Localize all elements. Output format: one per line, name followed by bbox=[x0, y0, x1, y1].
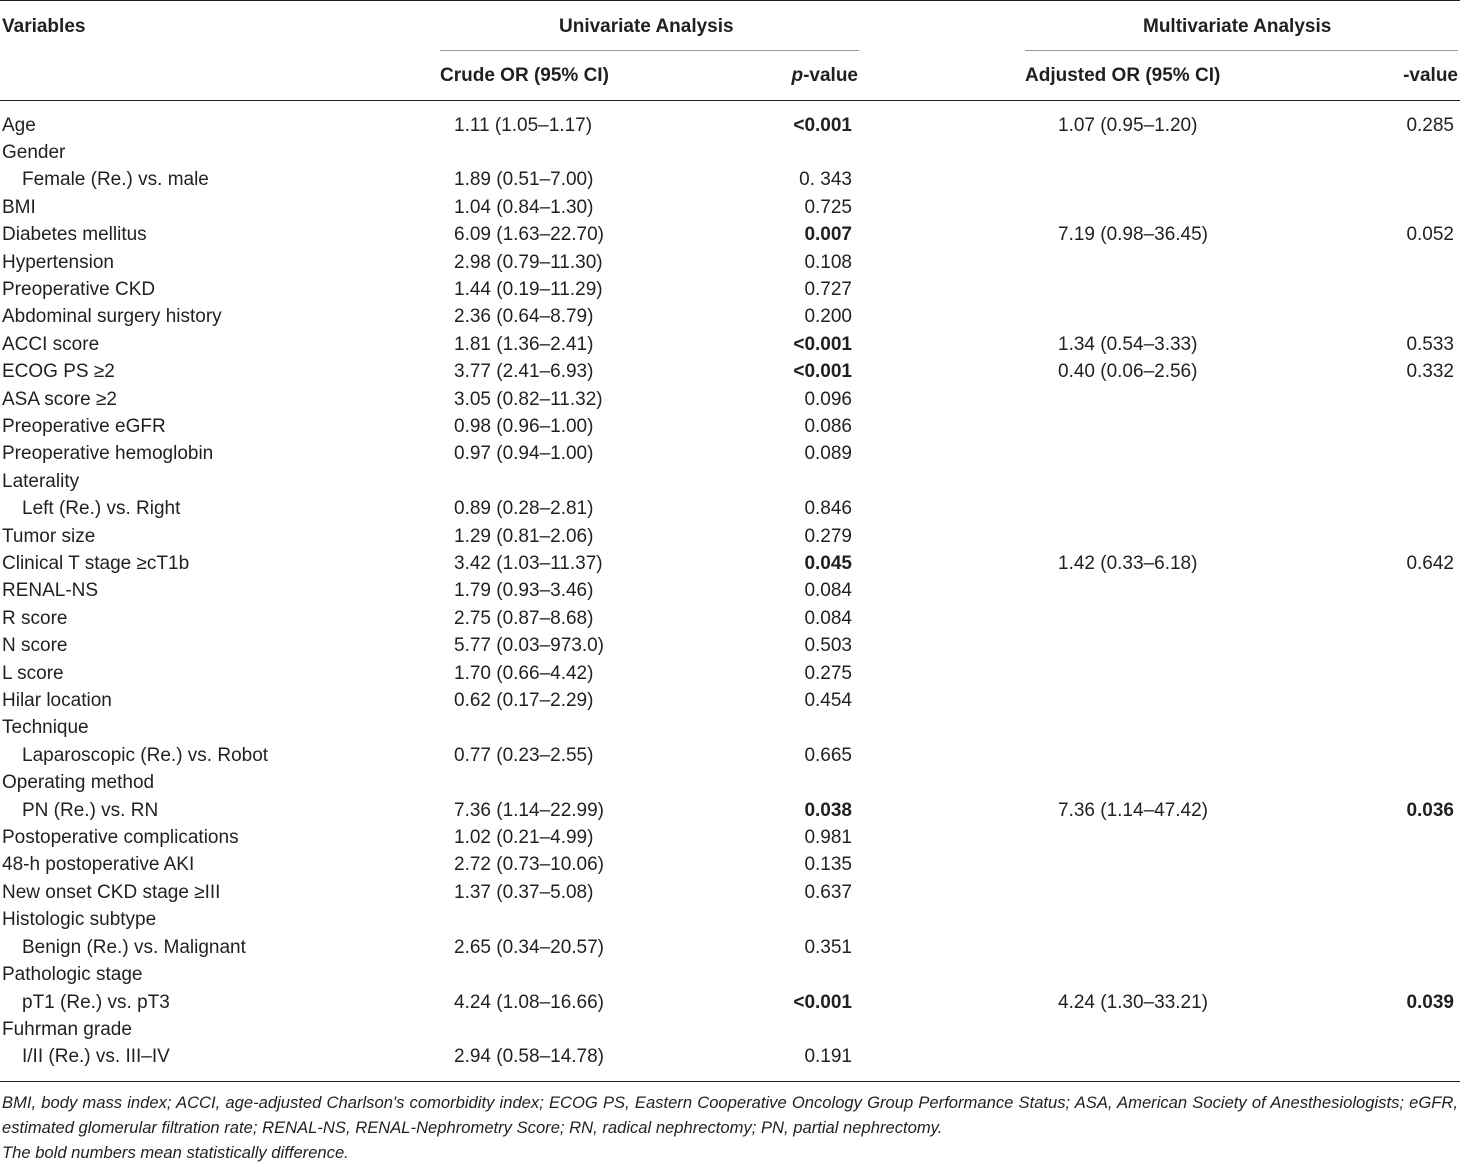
header-p-italic: p bbox=[791, 65, 804, 86]
table-row bbox=[0, 1043, 1460, 1070]
table-row bbox=[0, 961, 1460, 988]
table-row bbox=[0, 632, 1460, 659]
row-adjusted-or: 1.42 (0.33–6.18) bbox=[1058, 553, 1198, 574]
row-crude-or: 6.09 (1.63–22.70) bbox=[454, 224, 605, 246]
row-p-value: 0.351 bbox=[804, 936, 852, 958]
row-variable: Tumor size bbox=[2, 525, 96, 547]
row-crude-or: 3.77 (2.41–6.93) bbox=[454, 361, 594, 383]
row-variable: Clinical T stage ≥cT1b bbox=[2, 553, 190, 574]
row-crude-or: 1.70 (0.66–4.42) bbox=[454, 662, 594, 684]
table-row bbox=[0, 440, 1460, 467]
row-variable: RENAL-NS bbox=[2, 580, 99, 602]
row-p-value: 0.725 bbox=[804, 196, 852, 218]
footnote-abbreviations: BMI, body mass index; ACCI, age-adjusted Charlson's comorbidity index; ECOG PS, Eastern Cooperative Oncology Group Performance Status; ASA, American Society of Anesthesiologists; eGFR, estimated glomerular filtration rate; RENAL-NS, RENAL-Nephrometry Score; RN, radical nephrectomy; PN, partial nephrectomy. bbox=[2, 1093, 1458, 1137]
footnote-bold-note: The bold numbers mean statistically difference. bbox=[2, 1143, 349, 1162]
row-crude-or: 3.42 (1.03–11.37) bbox=[454, 553, 603, 574]
row-crude-or: 3.05 (0.82–11.32) bbox=[454, 388, 603, 410]
row-adjusted-or: 7.19 (0.98–36.45) bbox=[1058, 224, 1209, 246]
row-crude-or: 1.11 (1.05–1.17) bbox=[454, 114, 593, 136]
row-adjusted-p-value: 0.285 bbox=[1406, 114, 1454, 136]
row-variable: ACCI score bbox=[2, 333, 100, 355]
row-variable: Operating method bbox=[2, 772, 155, 794]
row-variable: Histologic subtype bbox=[2, 909, 157, 931]
row-variable: N score bbox=[2, 635, 68, 657]
table-row bbox=[0, 769, 1460, 796]
row-crude-or: 2.94 (0.58–14.78) bbox=[454, 1046, 605, 1068]
table-row bbox=[0, 605, 1460, 632]
row-p-value: <0.001 bbox=[793, 333, 852, 355]
row-crude-or: 2.98 (0.79–11.30) bbox=[454, 251, 603, 273]
row-p-value: 0.454 bbox=[804, 690, 852, 712]
row-crude-or: 1.29 (0.81–2.06) bbox=[454, 525, 594, 547]
row-p-value: 0.846 bbox=[804, 498, 852, 520]
row-adjusted-or: 1.07 (0.95–1.20) bbox=[1058, 114, 1198, 136]
row-variable: Preoperative eGFR bbox=[2, 415, 166, 437]
row-p-value: 0.096 bbox=[804, 388, 852, 410]
row-p-value: 0.981 bbox=[804, 827, 852, 849]
univariate-span-rule bbox=[440, 50, 859, 51]
table-row bbox=[0, 139, 1460, 166]
row-variable: pT1 (Re.) vs. pT3 bbox=[22, 991, 170, 1013]
row-p-value: 0.007 bbox=[804, 224, 852, 246]
row-crude-or: 0.77 (0.23–2.55) bbox=[454, 744, 594, 766]
row-variable: I/II (Re.) vs. III–IV bbox=[22, 1046, 170, 1068]
table-row bbox=[0, 221, 1460, 248]
row-adjusted-or: 4.24 (1.30–33.21) bbox=[1058, 991, 1209, 1013]
row-crude-or: 2.36 (0.64–8.79) bbox=[454, 306, 594, 328]
table-row bbox=[0, 358, 1460, 385]
row-variable: Pathologic stage bbox=[2, 964, 143, 986]
row-variable: 48-h postoperative AKI bbox=[2, 854, 195, 876]
row-p-value: 0.045 bbox=[804, 553, 852, 574]
header-crude-or: Crude OR (95% CI) bbox=[440, 65, 609, 86]
row-p-value: 0.038 bbox=[804, 799, 852, 821]
table-row bbox=[0, 166, 1460, 193]
header-variables: Variables bbox=[2, 16, 86, 37]
row-crude-or: 5.77 (0.03–973.0) bbox=[454, 635, 605, 657]
row-variable: Preoperative CKD bbox=[2, 278, 156, 300]
row-crude-or: 1.02 (0.21–4.99) bbox=[454, 827, 594, 849]
row-adjusted-p-value: 0.052 bbox=[1406, 224, 1454, 246]
table-row bbox=[0, 523, 1460, 550]
row-p-value: 0.279 bbox=[804, 525, 852, 547]
row-adjusted-p-value: 0.533 bbox=[1406, 333, 1454, 355]
row-variable: Female (Re.) vs. male bbox=[22, 169, 209, 191]
table-bottom-rule bbox=[0, 1081, 1460, 1082]
table-row bbox=[0, 714, 1460, 741]
table-row bbox=[0, 331, 1460, 358]
table-row bbox=[0, 468, 1460, 495]
row-p-value: 0.089 bbox=[804, 443, 852, 465]
header-multivariate-analysis: Multivariate Analysis bbox=[1143, 16, 1332, 37]
table-row bbox=[0, 687, 1460, 714]
table-row bbox=[0, 276, 1460, 303]
row-adjusted-or: 0.40 (0.06–2.56) bbox=[1058, 361, 1198, 383]
row-p-value: 0.727 bbox=[804, 278, 852, 300]
row-variable: Left (Re.) vs. Right bbox=[22, 498, 181, 520]
header-p-suffix: -value bbox=[803, 65, 858, 86]
row-crude-or: 0.62 (0.17–2.29) bbox=[454, 690, 594, 712]
row-variable: R score bbox=[2, 607, 68, 629]
table-row bbox=[0, 1016, 1460, 1043]
header-adjusted-p-value: -value bbox=[1403, 65, 1458, 86]
row-p-value: 0.275 bbox=[804, 662, 852, 684]
row-variable: Age bbox=[2, 114, 36, 136]
row-variable: Benign (Re.) vs. Malignant bbox=[22, 936, 246, 958]
row-crude-or: 1.89 (0.51–7.00) bbox=[454, 169, 594, 191]
row-crude-or: 0.89 (0.28–2.81) bbox=[454, 498, 594, 520]
row-variable: ASA score ≥2 bbox=[2, 388, 117, 410]
table-row bbox=[0, 797, 1460, 824]
row-p-value: <0.001 bbox=[793, 361, 852, 383]
row-adjusted-p-value: 0.039 bbox=[1406, 991, 1454, 1013]
table-row bbox=[0, 577, 1460, 604]
row-p-value: 0.086 bbox=[804, 415, 852, 437]
table-row bbox=[0, 906, 1460, 933]
row-adjusted-or: 1.34 (0.54–3.33) bbox=[1058, 333, 1198, 355]
row-variable: Abdominal surgery history bbox=[2, 306, 222, 328]
table-row bbox=[0, 934, 1460, 961]
row-variable: Diabetes mellitus bbox=[2, 224, 147, 246]
row-adjusted-p-value: 0.332 bbox=[1406, 361, 1454, 383]
row-crude-or: 7.36 (1.14–22.99) bbox=[454, 799, 605, 821]
header-bottom-rule bbox=[0, 100, 1460, 101]
row-crude-or: 1.44 (0.19–11.29) bbox=[454, 278, 603, 300]
row-p-value: 0.503 bbox=[804, 635, 852, 657]
row-variable: L score bbox=[2, 662, 64, 684]
row-crude-or: 2.72 (0.73–10.06) bbox=[454, 854, 605, 876]
row-crude-or: 4.24 (1.08–16.66) bbox=[454, 991, 605, 1013]
header-p-value bbox=[791, 64, 858, 88]
row-p-value: 0.108 bbox=[804, 251, 852, 273]
table-row bbox=[0, 303, 1460, 330]
row-variable: Technique bbox=[2, 717, 89, 739]
table-row bbox=[0, 249, 1460, 276]
table-row bbox=[0, 989, 1460, 1016]
row-p-value: 0. 343 bbox=[799, 169, 852, 191]
table-row bbox=[0, 742, 1460, 769]
table-row bbox=[0, 495, 1460, 522]
row-crude-or: 0.97 (0.94–1.00) bbox=[454, 443, 594, 465]
row-variable: BMI bbox=[2, 196, 36, 218]
row-variable: Gender bbox=[2, 141, 66, 163]
table-row bbox=[0, 851, 1460, 878]
row-crude-or: 2.65 (0.34–20.57) bbox=[454, 936, 605, 958]
row-variable: PN (Re.) vs. RN bbox=[22, 799, 159, 821]
table-body bbox=[0, 112, 1460, 1071]
table-row bbox=[0, 194, 1460, 221]
row-adjusted-p-value: 0.036 bbox=[1406, 799, 1454, 821]
row-variable: Hilar location bbox=[2, 690, 112, 712]
row-p-value: 0.191 bbox=[804, 1046, 852, 1068]
row-variable: Hypertension bbox=[2, 251, 114, 273]
table-top-rule bbox=[0, 0, 1460, 1]
row-variable: Preoperative hemoglobin bbox=[2, 443, 214, 465]
row-p-value: <0.001 bbox=[793, 114, 852, 136]
row-p-value: 0.200 bbox=[804, 306, 852, 328]
table-row bbox=[0, 879, 1460, 906]
row-p-value: <0.001 bbox=[793, 991, 852, 1013]
row-crude-or: 1.79 (0.93–3.46) bbox=[454, 580, 594, 602]
header-adjusted-or: Adjusted OR (95% CI) bbox=[1025, 65, 1221, 86]
table-row bbox=[0, 112, 1460, 139]
row-variable: Laparoscopic (Re.) vs. Robot bbox=[22, 744, 269, 766]
row-crude-or: 1.81 (1.36–2.41) bbox=[454, 333, 594, 355]
table-row bbox=[0, 824, 1460, 851]
table-row bbox=[0, 413, 1460, 440]
row-p-value: 0.637 bbox=[804, 881, 852, 903]
row-p-value: 0.665 bbox=[804, 744, 852, 766]
row-variable: New onset CKD stage ≥III bbox=[2, 881, 221, 903]
row-adjusted-p-value: 0.642 bbox=[1406, 553, 1454, 574]
row-p-value: 0.135 bbox=[804, 854, 852, 876]
row-crude-or: 1.37 (0.37–5.08) bbox=[454, 881, 594, 903]
multivariate-span-rule bbox=[1025, 50, 1458, 51]
row-crude-or: 1.04 (0.84–1.30) bbox=[454, 196, 594, 218]
row-crude-or: 0.98 (0.96–1.00) bbox=[454, 415, 594, 437]
header-univariate-analysis: Univariate Analysis bbox=[559, 16, 734, 37]
row-adjusted-or: 7.36 (1.14–47.42) bbox=[1058, 799, 1209, 821]
row-variable: Laterality bbox=[2, 470, 80, 492]
table-row bbox=[0, 550, 1460, 577]
table-row bbox=[0, 660, 1460, 687]
row-crude-or: 2.75 (0.87–8.68) bbox=[454, 607, 594, 629]
row-variable: ECOG PS ≥2 bbox=[2, 361, 115, 383]
row-variable: Fuhrman grade bbox=[2, 1018, 132, 1040]
row-variable: Postoperative complications bbox=[2, 827, 239, 849]
row-p-value: 0.084 bbox=[804, 607, 852, 629]
table-row bbox=[0, 386, 1460, 413]
row-p-value: 0.084 bbox=[804, 580, 852, 602]
